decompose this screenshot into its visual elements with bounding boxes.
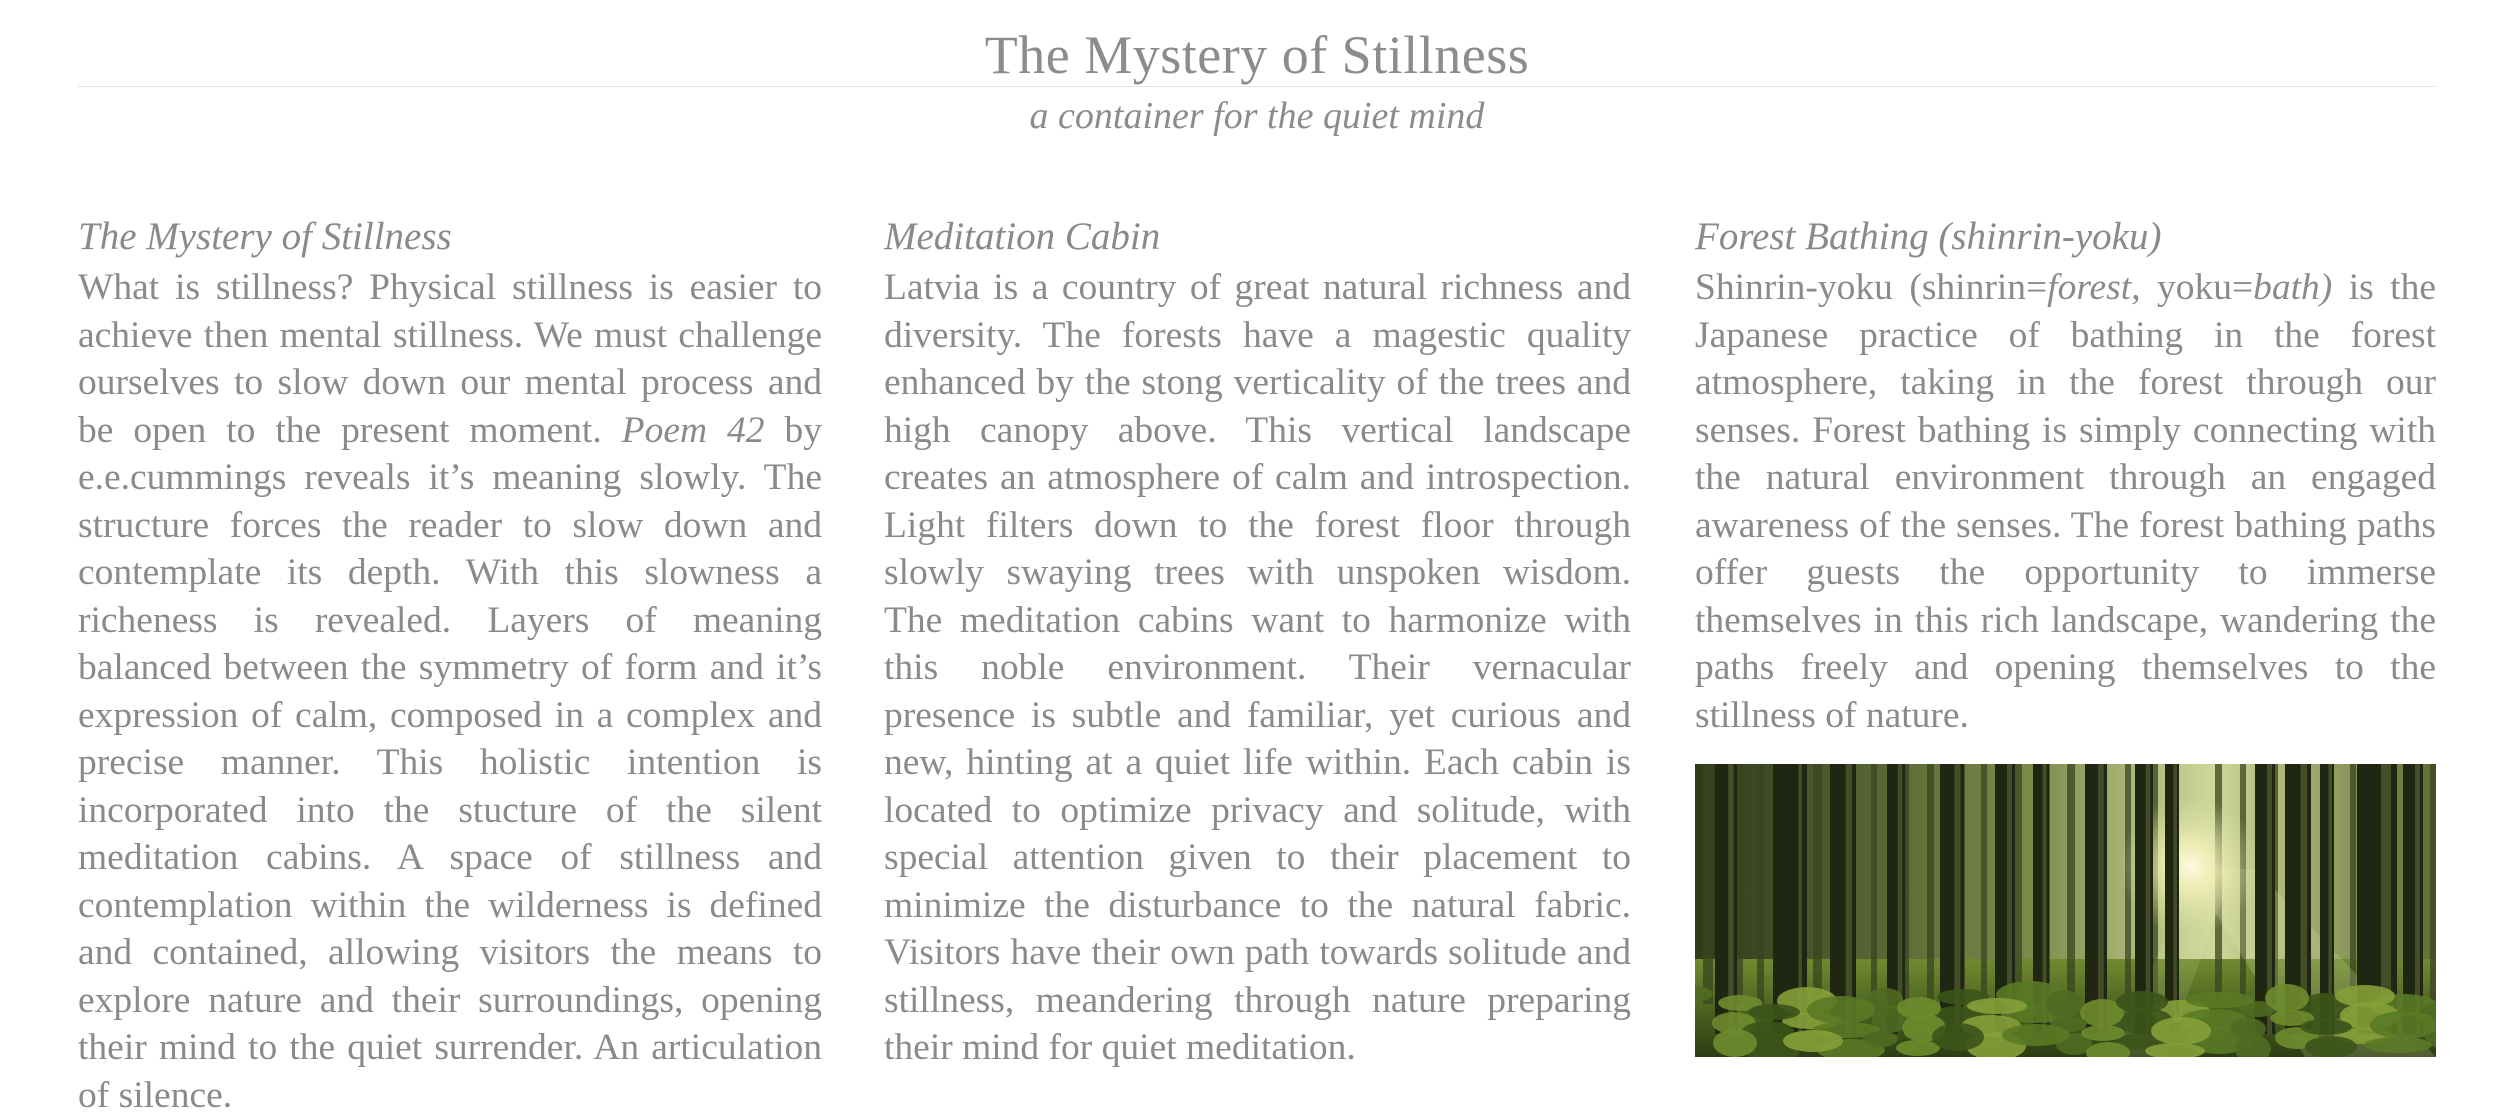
- column-mystery-of-stillness: [78, 210, 822, 1119]
- column-meditation-cabin: [884, 210, 1631, 1072]
- paragraph-text: What is stillness? Physical stillness is easier to achieve then mental stillness. We must challenge ourselves to slow down our mental process and be open to the present moment.: [78, 267, 822, 451]
- title-divider: [78, 86, 2436, 87]
- tree-trunk: [2067, 764, 2075, 1004]
- italic-term-forest: forest: [2047, 267, 2132, 308]
- paragraph-text: is the Japanese practice of bathing in the forest atmosphere, taking in the forest through our senses. Forest bathing is simply connecting with the natural environment through an engaged awareness of the senses. The forest bathing paths offer guests the opportunity to immerse themselves in this rich landscape, wandering the paths freely and opening themselves to the stillness of nature.: [1695, 267, 2436, 736]
- column-forest-bathing: [1695, 210, 2436, 739]
- fern: [2265, 984, 2309, 1012]
- fern: [1713, 1029, 1757, 1057]
- paragraph-text: , yoku=: [2131, 267, 2254, 308]
- fern: [1967, 998, 2027, 1014]
- tree-trunk: [1757, 764, 1764, 1004]
- forest-image: [1695, 764, 2436, 1057]
- fern: [1783, 1030, 1843, 1052]
- fern: [2151, 1017, 2211, 1045]
- italic-term-bath: bath): [2253, 267, 2333, 308]
- fern: [2364, 1037, 2432, 1053]
- fern: [2046, 990, 2082, 1018]
- fern: [2116, 991, 2168, 1013]
- column-heading: Meditation Cabin: [884, 215, 1161, 258]
- fern: [1932, 1023, 1984, 1051]
- tree-trunk: [2350, 764, 2356, 1004]
- fern: [2335, 985, 2395, 1007]
- fern: [2370, 1011, 2436, 1039]
- fern: [1748, 1004, 1800, 1020]
- tree-highlight: [1728, 764, 1734, 1034]
- tree-highlight: [2173, 764, 2177, 1034]
- tree-trunk: [2430, 764, 2436, 1004]
- fern: [2300, 1019, 2352, 1035]
- poem-title: Poem 42: [621, 409, 765, 451]
- page-header: [78, 0, 2436, 90]
- page-subtitle: a container for the quiet mind: [1029, 95, 1485, 137]
- column-paragraph: Latvia is a country of great natural richness and diversity. The forests have a magestic quality enhanced by the stong verticality of the trees and high canopy above. This vertical landscape creates an atmosphere of calm and introspection. Light filters down to the forest floor through slowly swaying trees with unspoken wisdom. The meditation cabins want to harmonize with this noble environment. Their vernacular presence is subtle and familiar, yet curious and new, hinting at a quiet life within. Each cabin is located to optimize privacy and solitude, with special attention given to their placement to minimize the disturbance to the natural fabric. Visitors have their own path towards solitude and stillness, meandering through nature preparing their mind for quiet meditation.: [884, 267, 1631, 1068]
- tree-trunk: [1703, 764, 1713, 1004]
- forest-illustration: [1695, 764, 2436, 1057]
- column-paragraph: [78, 264, 822, 1119]
- fern: [2305, 1036, 2357, 1057]
- fern: [1896, 1040, 1940, 1056]
- tree-trunk: [1927, 764, 1934, 1004]
- fern: [1897, 997, 1941, 1019]
- tree-highlight: [2415, 764, 2420, 1034]
- fern: [1807, 996, 1875, 1024]
- column-heading: The Mystery of Stillness: [78, 215, 452, 258]
- fern: [1862, 1031, 1898, 1047]
- paragraph-text: Shinrin-yoku (shinrin=: [1695, 267, 2048, 308]
- tree-highlight: [2098, 764, 2104, 1034]
- fern: [2186, 992, 2254, 1008]
- tree-highlight: [1846, 764, 1853, 1034]
- paragraph-text: by e.e.cummings reveals it’s meaning slowly. The structure forces the reader to slow down and contemplate its depth. With this slowness a richeness is revealed. Layers of meaning balanced between the symmetry of form and it’s expression of calm, composed in a complex and precise manner. This holistic intention is incorporated into the stucture of the silent meditation cabins. A space of stillness and contemplation within the wilderness is defined and contained, allowing visitors the means to explore nature and their surroundings, opening their mind to the quiet surrender. An articulation of silence.: [78, 409, 823, 1116]
- tree-trunk: [1813, 764, 1822, 1004]
- column-paragraph: [1695, 264, 2436, 739]
- column-heading: Forest Bathing (shinrin-yoku): [1695, 215, 2162, 258]
- tree-trunk: [1981, 764, 1987, 1004]
- fern: [2002, 1024, 2070, 1046]
- fern: [2230, 1018, 2266, 1040]
- fern: [2081, 1025, 2125, 1041]
- tree-trunk: [1871, 764, 1877, 1004]
- page-title: The Mystery of Stillness: [984, 25, 1530, 85]
